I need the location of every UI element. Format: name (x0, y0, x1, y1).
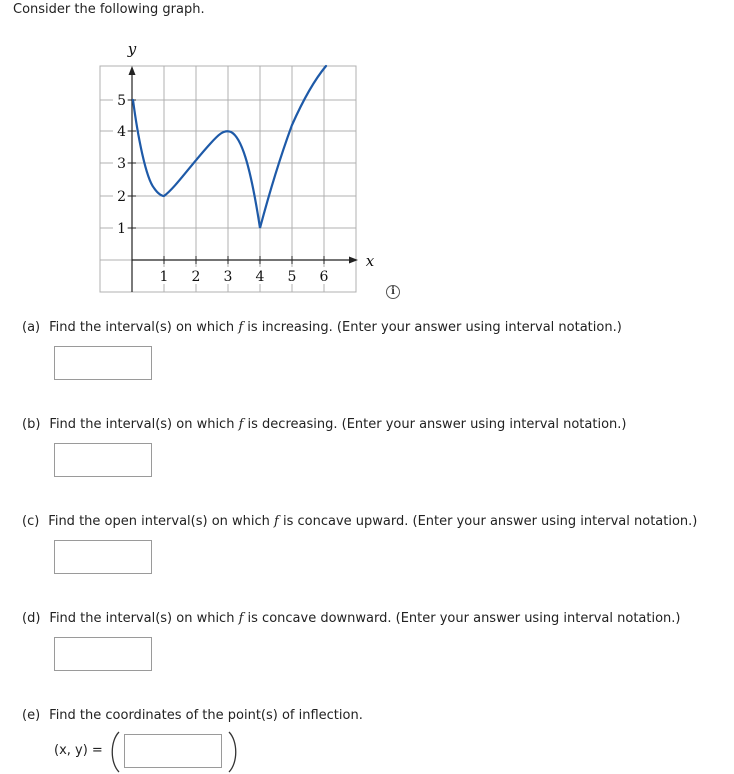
question-b (22, 417, 626, 432)
x-tick-label: 3 (223, 269, 233, 285)
question-e (22, 708, 363, 723)
question-label: (e) (22, 708, 41, 723)
right-paren-icon (226, 731, 240, 773)
question-text: Find the interval(s) on which (49, 320, 239, 335)
question-label: (c) (22, 514, 40, 529)
function-variable: f (274, 514, 279, 529)
question-text: Find the coordinates of the point(s) of inflection. (49, 708, 363, 723)
x-axis-label: x (365, 252, 375, 270)
question-a (22, 320, 622, 335)
info-icon[interactable]: i (386, 285, 400, 299)
question-text: Find the open interval(s) on which (48, 514, 275, 529)
answer-input-e[interactable] (124, 734, 222, 768)
y-axis-arrow (129, 66, 136, 75)
answer-input-a[interactable] (54, 346, 152, 380)
x-axis-arrow (349, 257, 358, 264)
question-text: Find the interval(s) on which (49, 611, 239, 626)
function-curve (133, 66, 326, 228)
y-tick-label: 5 (117, 93, 126, 109)
axis-ticks (128, 100, 324, 264)
function-variable: f (238, 611, 244, 626)
x-tick-label: 1 (159, 269, 169, 285)
question-text: Find the interval(s) on which (49, 417, 239, 432)
question-c (22, 514, 697, 529)
question-text: is concave upward. (Enter your answer using interval notation.) (278, 514, 698, 529)
y-tick-label: 1 (117, 221, 126, 237)
y-tick-label: 4 (117, 124, 126, 140)
x-tick-label: 5 (287, 269, 297, 285)
answer-input-b[interactable] (54, 443, 152, 477)
x-tick-label: 4 (255, 269, 265, 285)
y-tick-label: 2 (117, 189, 126, 205)
y-tick-label: 3 (117, 156, 126, 172)
graph-svg (90, 38, 380, 298)
question-text: is concave downward. (Enter your answer using interval notation.) (243, 611, 681, 626)
function-variable: f (238, 417, 244, 432)
question-label: (a) (22, 320, 41, 335)
question-label: (b) (22, 417, 41, 432)
answer-input-c[interactable] (54, 540, 152, 574)
function-variable: f (238, 320, 244, 335)
x-tick-label: 2 (191, 269, 201, 285)
intro-text: Consider the following graph. (13, 2, 205, 17)
question-text: is increasing. (Enter your answer using interval notation.) (243, 320, 622, 335)
left-paren-icon (108, 731, 122, 773)
x-tick-labels (157, 267, 331, 285)
y-tick-labels (113, 92, 127, 237)
x-tick-label: 6 (319, 269, 329, 285)
function-graph (90, 38, 380, 302)
answer-input-d[interactable] (54, 637, 152, 671)
question-text: is decreasing. (Enter your answer using interval notation.) (243, 417, 627, 432)
question-d (22, 611, 681, 626)
question-label: (d) (22, 611, 41, 626)
y-axis-label: y (127, 40, 137, 58)
xy-prefix: (x, y) = (54, 743, 103, 758)
